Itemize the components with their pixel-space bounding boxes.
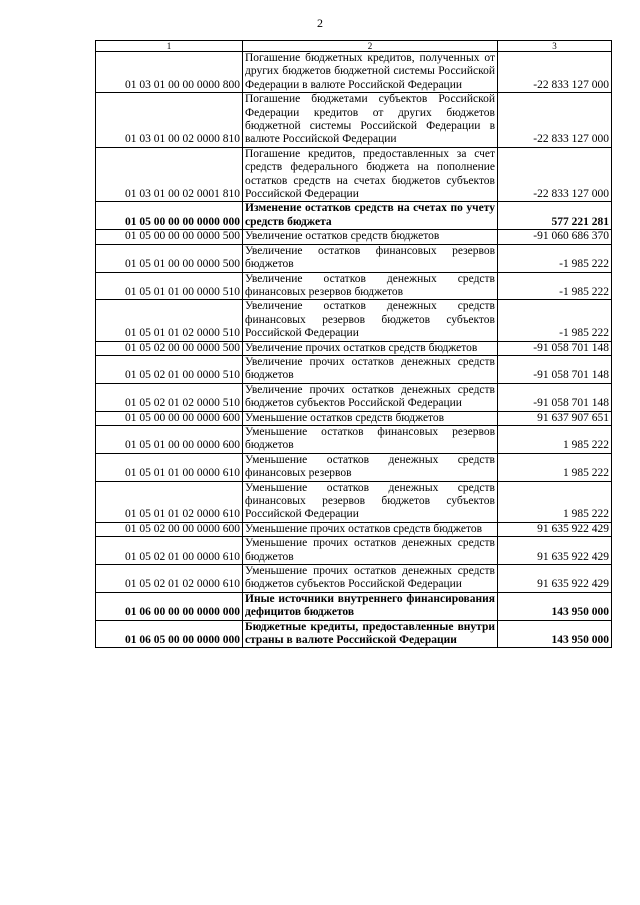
code-cell: 01 05 02 01 00 0000 510 [96, 355, 243, 383]
table-row [96, 592, 612, 620]
code-cell: 01 05 02 01 02 0000 610 [96, 565, 243, 593]
amount-cell: -22 833 127 000 [498, 147, 612, 202]
name-cell: Увеличение прочих остатков денежных средств бюджетов субъектов Российской Федерации [243, 383, 498, 411]
table-row [96, 383, 612, 411]
column-number-1: 1 [96, 41, 243, 52]
name-cell: Бюджетные кредиты, предоставленные внутри страны в валюте Российской Федерации [243, 620, 498, 648]
column-number-2: 2 [243, 41, 498, 52]
page-number: 2 [317, 16, 323, 30]
name-cell: Уменьшение остатков денежных средств финансовых резервов бюджетов субъектов Российской Федерации [243, 481, 498, 522]
table-row [96, 481, 612, 522]
code-cell: 01 05 02 01 02 0000 510 [96, 383, 243, 411]
amount-cell: -91 060 686 370 [498, 230, 612, 244]
name-cell: Увеличение прочих остатков средств бюджетов [243, 341, 498, 355]
code-cell: 01 05 01 01 02 0000 510 [96, 300, 243, 341]
amount-cell: 143 950 000 [498, 592, 612, 620]
code-cell: 01 05 01 00 00 0000 500 [96, 244, 243, 272]
table-row [96, 411, 612, 425]
code-cell: 01 05 02 00 00 0000 500 [96, 341, 243, 355]
code-cell: 01 05 01 01 00 0000 610 [96, 453, 243, 481]
table-row [96, 565, 612, 593]
table-row [96, 272, 612, 300]
amount-cell: 91 635 922 429 [498, 522, 612, 536]
amount-cell: 1 985 222 [498, 425, 612, 453]
table-row [96, 620, 612, 648]
code-cell: 01 06 00 00 00 0000 000 [96, 592, 243, 620]
code-cell: 01 05 01 01 00 0000 510 [96, 272, 243, 300]
table-row [96, 537, 612, 565]
table-row [96, 355, 612, 383]
column-number-row [96, 41, 612, 52]
code-cell: 01 05 01 00 00 0000 600 [96, 425, 243, 453]
name-cell: Уменьшение остатков денежных средств финансовых резервов [243, 453, 498, 481]
name-cell: Уменьшение прочих остатков денежных средств бюджетов субъектов Российской Федерации [243, 565, 498, 593]
name-cell: Увеличение остатков денежных средств финансовых резервов бюджетов [243, 272, 498, 300]
code-cell: 01 05 01 01 02 0000 610 [96, 481, 243, 522]
code-cell: 01 05 00 00 00 0000 500 [96, 230, 243, 244]
budget-sources-table [95, 40, 612, 648]
amount-cell: 143 950 000 [498, 620, 612, 648]
amount-cell: -22 833 127 000 [498, 52, 612, 93]
name-cell: Увеличение остатков денежных средств финансовых резервов бюджетов субъектов Российской Федерации [243, 300, 498, 341]
code-cell: 01 05 00 00 00 0000 000 [96, 202, 243, 230]
table-row [96, 230, 612, 244]
amount-cell: -22 833 127 000 [498, 93, 612, 148]
column-number-3: 3 [498, 41, 612, 52]
code-cell: 01 03 01 00 00 0000 800 [96, 52, 243, 93]
name-cell: Увеличение остатков финансовых резервов бюджетов [243, 244, 498, 272]
name-cell: Погашение кредитов, предоставленных за счет средств федерального бюджета на пополнение остатков средств на счетах бюджетов субъектов Российской Федерации [243, 147, 498, 202]
code-cell: 01 05 02 01 00 0000 610 [96, 537, 243, 565]
amount-cell: -1 985 222 [498, 272, 612, 300]
table-row [96, 522, 612, 536]
table-body [96, 41, 612, 648]
code-cell: 01 03 01 00 02 0000 810 [96, 93, 243, 148]
amount-cell: -1 985 222 [498, 244, 612, 272]
code-cell: 01 06 05 00 00 0000 000 [96, 620, 243, 648]
name-cell: Погашение бюджетных кредитов, полученных от других бюджетов бюджетной системы Российской Федерации в валюте Российской Федерации [243, 52, 498, 93]
amount-cell: -1 985 222 [498, 300, 612, 341]
amount-cell: 1 985 222 [498, 453, 612, 481]
amount-cell: -91 058 701 148 [498, 341, 612, 355]
table-row [96, 93, 612, 148]
name-cell: Уменьшение остатков средств бюджетов [243, 411, 498, 425]
name-cell: Уменьшение прочих остатков средств бюджетов [243, 522, 498, 536]
table-row [96, 202, 612, 230]
name-cell: Погашение бюджетами субъектов Российской Федерации кредитов от других бюджетов бюджетной системы Российской Федерации в валюте Российской Федерации [243, 93, 498, 148]
name-cell: Изменение остатков средств на счетах по учету средств бюджета [243, 202, 498, 230]
name-cell: Уменьшение остатков финансовых резервов бюджетов [243, 425, 498, 453]
code-cell: 01 03 01 00 02 0001 810 [96, 147, 243, 202]
table-row [96, 147, 612, 202]
amount-cell: 91 635 922 429 [498, 537, 612, 565]
table-row [96, 52, 612, 93]
table-row [96, 425, 612, 453]
amount-cell: -91 058 701 148 [498, 355, 612, 383]
amount-cell: 1 985 222 [498, 481, 612, 522]
table-row [96, 453, 612, 481]
code-cell: 01 05 02 00 00 0000 600 [96, 522, 243, 536]
name-cell: Увеличение прочих остатков денежных средств бюджетов [243, 355, 498, 383]
table-row [96, 341, 612, 355]
name-cell: Уменьшение прочих остатков денежных средств бюджетов [243, 537, 498, 565]
name-cell: Увеличение остатков средств бюджетов [243, 230, 498, 244]
table-row [96, 244, 612, 272]
amount-cell: 91 637 907 651 [498, 411, 612, 425]
amount-cell: 91 635 922 429 [498, 565, 612, 593]
code-cell: 01 05 00 00 00 0000 600 [96, 411, 243, 425]
name-cell: Иные источники внутреннего финансирования дефицитов бюджетов [243, 592, 498, 620]
amount-cell: -91 058 701 148 [498, 383, 612, 411]
amount-cell: 577 221 281 [498, 202, 612, 230]
table-row [96, 300, 612, 341]
